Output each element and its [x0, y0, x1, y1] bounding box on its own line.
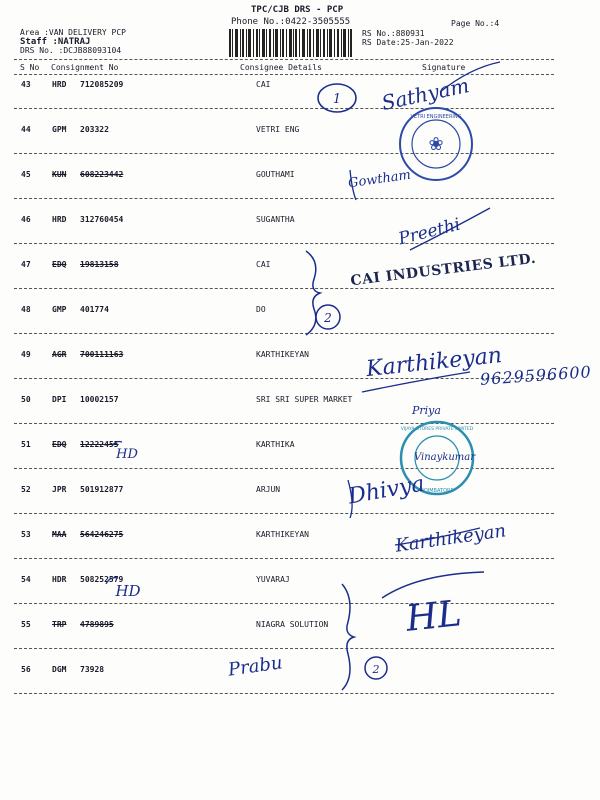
row-divider	[14, 288, 554, 289]
signature-51: Vinaykumar	[414, 452, 476, 463]
row-consignment-code: KUN	[52, 170, 67, 179]
row-divider	[14, 558, 554, 559]
row-consignment-code: GMP	[52, 305, 67, 314]
row-sno: 46	[21, 215, 31, 224]
rs-date: RS Date:25-Jan-2022	[362, 38, 454, 47]
row-consignment-code: EDQ	[52, 440, 67, 449]
signature-53: Karthikeyan	[394, 520, 508, 557]
row-consignment-code: DGM	[52, 665, 67, 674]
row-consignment-code: AGR	[52, 350, 67, 359]
signature-45: Gowtham	[347, 167, 412, 192]
row-sno: 49	[21, 350, 31, 359]
svg-text:1: 1	[332, 92, 342, 107]
hd-mark-2	[104, 574, 148, 604]
handwritten-phone: 9629596600	[479, 362, 593, 389]
row-consignment-number: 312760454	[80, 215, 124, 224]
signature-46: Preethi	[396, 214, 463, 250]
header-divider-bottom	[14, 74, 554, 75]
row-consignment-code: EDQ	[52, 260, 67, 269]
row-consignment-code: GPM	[52, 125, 67, 134]
row-sno: 51	[21, 440, 31, 449]
row-divider	[14, 693, 554, 694]
col-signature: Signature	[422, 63, 466, 72]
row-sno: 45	[21, 170, 31, 179]
staff-label: Staff :NATRAJ	[20, 37, 91, 47]
row-divider	[14, 648, 554, 649]
row-consignment-number: 501912877	[80, 485, 124, 494]
row-sno: 52	[21, 485, 31, 494]
row-consignee: CAI	[256, 260, 271, 269]
row-consignee: CAI	[256, 80, 271, 89]
row-consignment-code: TRP	[52, 620, 67, 629]
row-consignee: DO	[256, 305, 266, 314]
row-sno: 43	[21, 80, 31, 89]
row-consignment-number: 203322	[80, 125, 109, 134]
row-consignment-code: HDR	[52, 575, 67, 584]
svg-text:2: 2	[372, 663, 380, 676]
row-sno: 50	[21, 395, 31, 404]
svg-text:HD: HD	[115, 582, 141, 600]
header-divider-top	[14, 59, 554, 60]
signature-56: Prabu	[226, 652, 284, 681]
row-sno: 47	[21, 260, 31, 269]
row-sno: 56	[21, 665, 31, 674]
row-consignment-number: 73928	[80, 665, 105, 674]
row-consignee: SRI SRI SUPER MARKET	[256, 395, 353, 404]
document-title: TPC/CJB DRS - PCP	[251, 5, 344, 15]
row-sno: 54	[21, 575, 31, 584]
signature-50: Priya	[412, 404, 441, 417]
row-consignment-number: 4789895	[80, 620, 114, 629]
row-consignee: KARTHIKA	[256, 440, 295, 449]
row-consignment-number: 712085209	[80, 80, 124, 89]
row-divider	[14, 198, 554, 199]
row-consignment-code: MAA	[52, 530, 67, 539]
area-label: Area :VAN DELIVERY PCP	[20, 28, 126, 37]
col-consignee: Consignee Details	[240, 63, 322, 72]
row-consignment-code: HRD	[52, 80, 67, 89]
row-consignment-number: 608223442	[80, 170, 124, 179]
rs-number: RS No.:880931	[362, 29, 425, 38]
signature-49: Karthikeyan	[365, 342, 504, 383]
row-divider	[14, 378, 554, 379]
svg-text:❀: ❀	[428, 134, 444, 155]
row-consignment-number: 19813158	[80, 260, 119, 269]
svg-text:2: 2	[324, 311, 332, 325]
col-consignment: Consignment No	[51, 63, 119, 72]
row-divider	[14, 333, 554, 334]
row-consignment-number: 10002157	[80, 395, 119, 404]
svg-text:VIJAYA STORES PRIVATE LIMITED: VIJAYA STORES PRIVATE LIMITED	[400, 427, 474, 432]
row-consignment-number: 401774	[80, 305, 109, 314]
row-sno: 48	[21, 305, 31, 314]
row-consignee: KARTHIKEYAN	[256, 530, 309, 539]
row-consignment-code: JPR	[52, 485, 67, 494]
page-number: Page No.:4	[451, 19, 500, 28]
row-consignment-number: 564246275	[80, 530, 124, 539]
svg-text:COIMBATORE: COIMBATORE	[420, 488, 454, 494]
row-consignee: GOUTHAMI	[256, 170, 295, 179]
col-sno: S No	[20, 63, 40, 72]
row-consignee: YUVARAJ	[256, 575, 290, 584]
barcode	[229, 29, 353, 57]
cai-company-stamp: CAI INDUSTRIES LTD.	[349, 250, 537, 290]
row-consignee: NIAGRA SOLUTION	[256, 620, 329, 629]
row-consignee: SUGANTHA	[256, 215, 295, 224]
row-consignee: ARJUN	[256, 485, 281, 494]
hd-mark-1	[110, 438, 144, 464]
circled-number-2	[313, 302, 343, 332]
row-consignee: KARTHIKEYAN	[256, 350, 309, 359]
phone-number: Phone No.:0422-3505555	[231, 17, 351, 27]
row-divider	[14, 513, 554, 514]
row-consignee: VETRI ENG	[256, 125, 300, 134]
row-consignment-code: DPI	[52, 395, 67, 404]
hl-stroke	[378, 570, 488, 600]
row-sno: 55	[21, 620, 31, 629]
row-sno: 53	[21, 530, 31, 539]
signature-43: Sathyam	[379, 73, 472, 115]
row-consignment-number: 508252579	[80, 575, 124, 584]
svg-text:HD: HD	[116, 447, 138, 462]
svg-text:VETRI ENGINEERING: VETRI ENGINEERING	[410, 114, 462, 120]
signature-52: Dhivya	[346, 471, 427, 510]
row-consignment-code: HRD	[52, 215, 67, 224]
row-divider	[14, 603, 554, 604]
row-consignment-number: 12222455	[80, 440, 119, 449]
row-consignment-number: 700111163	[80, 350, 124, 359]
circled-number-1	[316, 82, 358, 114]
row-sno: 44	[21, 125, 31, 134]
hl-mark: HL	[404, 593, 464, 640]
circled-number-3	[362, 654, 390, 682]
drs-number: DRS No. :DCJB88093104	[20, 46, 122, 55]
row-divider	[14, 243, 554, 244]
